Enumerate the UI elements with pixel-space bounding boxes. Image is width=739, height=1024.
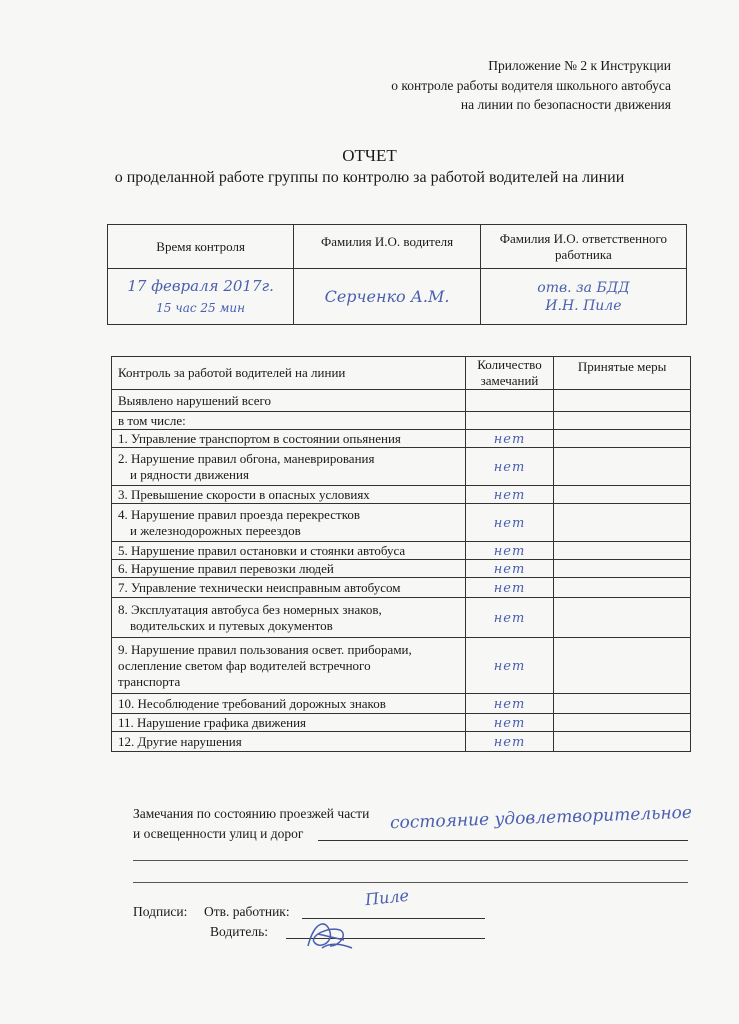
violation-label bbox=[112, 578, 466, 598]
control-date: 17 февраля 2017г. bbox=[127, 276, 274, 295]
responsible-cell bbox=[480, 269, 686, 325]
violation-label-line: 11. Нарушение графика движения bbox=[118, 714, 307, 730]
table-row bbox=[112, 504, 691, 542]
violation-label-line: и железнодорожных переездов bbox=[130, 522, 301, 538]
violation-label bbox=[112, 598, 466, 638]
violation-label-line: 3. Превышение скорости в опасных условиях bbox=[118, 486, 370, 502]
remarks-line-3 bbox=[133, 882, 688, 883]
responsible-signature: Пиле bbox=[364, 885, 410, 910]
driver-signature bbox=[300, 912, 360, 956]
violation-label bbox=[112, 560, 466, 578]
header-control: Контроль за работой водителей на линии bbox=[112, 357, 466, 390]
violation-label-line: транспорта bbox=[118, 673, 181, 689]
including-label: в том числе: bbox=[112, 412, 466, 430]
violation-label-line: 8. Эксплуатация автобуса без номерных знаков, bbox=[118, 601, 382, 617]
remarks-label-1: Замечания по состоянию проезжей части bbox=[133, 806, 370, 821]
violation-count bbox=[465, 638, 554, 694]
violation-measures bbox=[554, 714, 691, 732]
appendix-line-2: о контроле работы водителя школьного автобуса bbox=[391, 78, 671, 93]
violation-count-value: нет bbox=[493, 715, 526, 731]
table-row bbox=[112, 430, 691, 448]
header-count: Количество замечаний bbox=[465, 357, 554, 390]
violation-label-line: ослепление светом фар водителей встречного bbox=[118, 657, 371, 673]
control-time: 15 час 25 мин bbox=[156, 300, 246, 315]
header-control-time: Время контроля bbox=[108, 225, 294, 269]
violation-label-line: 1. Управление транспортом в состоянии опьянения bbox=[118, 430, 401, 446]
violation-measures bbox=[554, 504, 691, 542]
violation-measures bbox=[554, 732, 691, 752]
table-row bbox=[112, 560, 691, 578]
violation-count-value: нет bbox=[493, 610, 526, 626]
appendix-line-1: Приложение № 2 к Инструкции bbox=[488, 58, 671, 73]
violation-label-line: 9. Нарушение правил пользования освет. приборами, bbox=[118, 641, 412, 657]
header-measures: Принятые меры bbox=[554, 357, 691, 390]
violation-label-line: водительских и путевых документов bbox=[130, 617, 333, 633]
violation-measures bbox=[554, 694, 691, 714]
responsible-position: отв. за БДД bbox=[537, 279, 630, 296]
violation-label bbox=[112, 486, 466, 504]
violation-count-value: нет bbox=[493, 431, 526, 447]
violation-label-line: 10. Несоблюдение требований дорожных знаков bbox=[118, 695, 386, 711]
remarks-label-2: и освещенности улиц и дорог bbox=[133, 826, 304, 841]
violation-count-value: нет bbox=[493, 515, 526, 531]
violation-label-line: 12. Другие нарушения bbox=[118, 733, 242, 749]
page-subtitle: о проделанной работе группы по контролю за работой водителей на линии bbox=[114, 169, 625, 186]
control-table bbox=[107, 224, 687, 325]
violation-count-value: нет bbox=[493, 580, 526, 596]
violation-count-value: нет bbox=[493, 459, 526, 475]
violation-count bbox=[465, 430, 554, 448]
violation-measures bbox=[554, 578, 691, 598]
total-violations-label: Выявлено нарушений всего bbox=[112, 390, 466, 412]
violation-label bbox=[112, 694, 466, 714]
table-row bbox=[112, 598, 691, 638]
violation-measures bbox=[554, 486, 691, 504]
header-responsible-name: Фамилия И.О. ответственного работника bbox=[480, 225, 686, 269]
violation-label bbox=[112, 732, 466, 752]
violation-label bbox=[112, 504, 466, 542]
violation-measures bbox=[554, 542, 691, 560]
total-measures-cell bbox=[554, 390, 691, 412]
remarks-value: состояние удовлетворительное bbox=[389, 802, 693, 834]
violation-count-value: нет bbox=[493, 487, 526, 503]
total-count-cell bbox=[465, 390, 554, 412]
header-driver-name: Фамилия И.О. водителя bbox=[294, 225, 481, 269]
violation-measures bbox=[554, 430, 691, 448]
violation-count bbox=[465, 504, 554, 542]
violation-count-value: нет bbox=[493, 734, 526, 750]
violation-count bbox=[465, 714, 554, 732]
violations-table bbox=[111, 356, 691, 752]
violation-label bbox=[112, 714, 466, 732]
violation-count bbox=[465, 542, 554, 560]
violation-measures bbox=[554, 448, 691, 486]
table-row bbox=[112, 714, 691, 732]
table-row bbox=[112, 486, 691, 504]
including-count-cell bbox=[465, 412, 554, 430]
table-row bbox=[112, 542, 691, 560]
violation-measures bbox=[554, 598, 691, 638]
violation-label-line: 2. Нарушение правил обгона, маневрирования bbox=[118, 450, 375, 466]
violation-label-line: 4. Нарушение правил проезда перекрестков bbox=[118, 506, 360, 522]
violation-measures bbox=[554, 638, 691, 694]
violation-label-line: 7. Управление технически неисправным автобусом bbox=[118, 579, 401, 595]
including-measures-cell bbox=[554, 412, 691, 430]
violation-label bbox=[112, 448, 466, 486]
table-row bbox=[112, 732, 691, 752]
violation-count bbox=[465, 486, 554, 504]
driver-name: Серченко А.М. bbox=[294, 269, 481, 325]
violation-label-line: 5. Нарушение правил остановки и стоянки автобуса bbox=[118, 542, 406, 558]
page-title: ОТЧЕТ bbox=[342, 146, 397, 165]
violation-count bbox=[465, 732, 554, 752]
responsible-name: И.Н. Пиле bbox=[545, 297, 622, 314]
violation-measures bbox=[554, 560, 691, 578]
table-row bbox=[112, 448, 691, 486]
violation-count-value: нет bbox=[493, 696, 526, 712]
violation-label bbox=[112, 542, 466, 560]
signatures-label: Подписи: bbox=[133, 904, 188, 919]
violation-count bbox=[465, 448, 554, 486]
table-row bbox=[112, 578, 691, 598]
violation-count-value: нет bbox=[493, 561, 526, 577]
violation-label-line: и рядности движения bbox=[130, 466, 249, 482]
violation-count bbox=[465, 598, 554, 638]
remarks-line-2 bbox=[133, 860, 688, 861]
violation-label-line: 6. Нарушение правил перевозки людей bbox=[118, 560, 334, 576]
table-row bbox=[112, 694, 691, 714]
violation-count bbox=[465, 578, 554, 598]
violation-count-value: нет bbox=[493, 658, 526, 674]
appendix-line-3: на линии по безопасности движения bbox=[460, 97, 671, 112]
violation-label bbox=[112, 638, 466, 694]
control-time-cell bbox=[108, 269, 294, 325]
table-row bbox=[112, 638, 691, 694]
violation-count bbox=[465, 694, 554, 714]
violation-count bbox=[465, 560, 554, 578]
driver-sign-label: Водитель: bbox=[210, 924, 268, 939]
responsible-sign-label: Отв. работник: bbox=[204, 904, 290, 919]
violation-count-value: нет bbox=[493, 543, 526, 559]
violation-label bbox=[112, 430, 466, 448]
